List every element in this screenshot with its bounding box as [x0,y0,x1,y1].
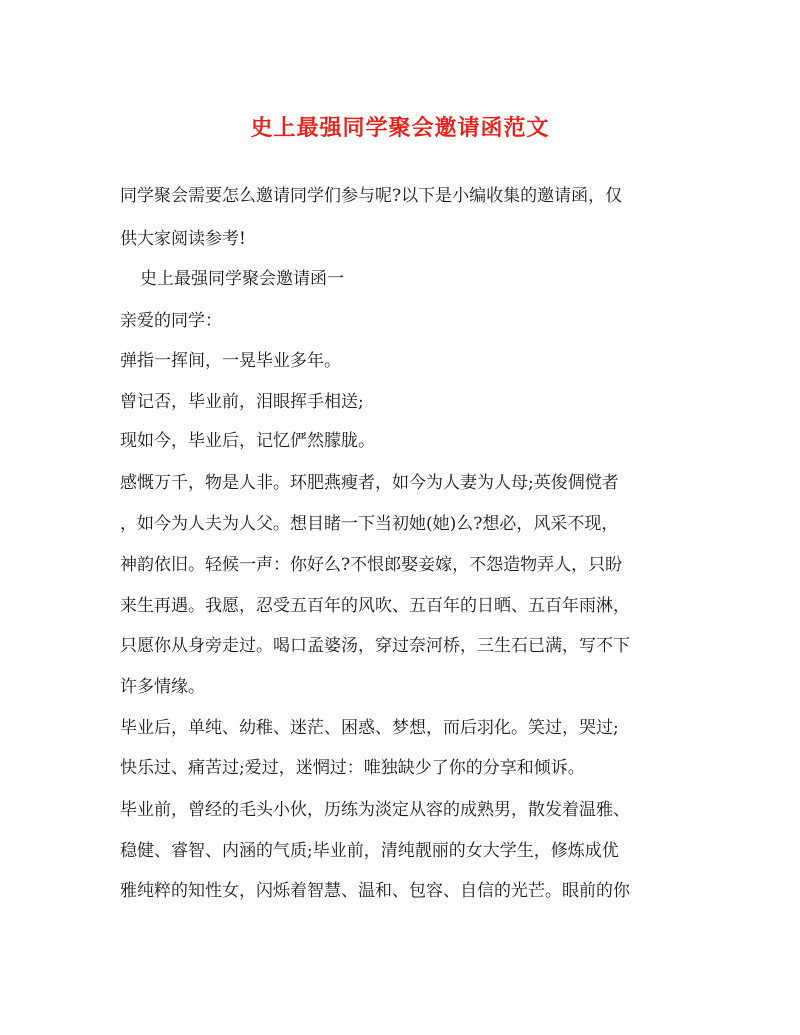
paragraph-line: 毕业前，曾经的毛头小伙，历练为淡定从容的成熟男，散发着温雅、 [120,800,630,820]
paragraph-line: 只愿你从身旁走过。喝口孟婆汤，穿过奈河桥，三生石已满，写不下 [120,636,630,656]
paragraph-line: 雅纯粹的知性女，闪烁着智慧、温和、包容、自信的光芒。眼前的你 [120,881,630,901]
paragraph-line: 感慨万千，物是人非。环肥燕瘦者，如今为人妻为人母;英俊倜傥者 [120,473,619,493]
paragraph-line: 曾记否，毕业前，泪眼挥手相送; [120,392,364,412]
paragraph-line: 现如今，毕业后，记忆俨然朦胧。 [120,431,375,451]
section-heading: 史上最强同学聚会邀请函一 [140,269,344,289]
paragraph-line: 神韵依旧。轻候一声：你好么?不恨郎娶妾嫁，不怨造物弄人，只盼 [120,555,623,575]
paragraph-line: 同学聚会需要怎么邀请同学们参与呢?以下是小编收集的邀请函，仅 [120,186,623,206]
paragraph-line: 许多情缘。 [120,677,205,697]
paragraph-line: 供大家阅读参考! [120,229,246,249]
paragraph-line: 快乐过、痛苦过;爱过，迷惘过：唯独缺少了你的分享和倾诉。 [120,758,585,778]
paragraph-line: 弹指一挥间，一晃毕业多年。 [120,351,341,371]
paragraph-line: ，如今为人夫为人父。想目睹一下当初她(她)么?想必，风采不现， [120,514,619,534]
paragraph-line: 来生再遇。我愿，忍受五百年的风吹、五百年的日晒、五百年雨淋， [120,596,630,616]
paragraph-line: 毕业后，单纯、幼稚、迷茫、困惑、梦想，而后羽化。笑过，哭过; [120,718,619,738]
paragraph-line: 稳健、睿智、内涵的气质;毕业前，清纯靓丽的女大学生，修炼成优 [120,841,619,861]
document-title: 史上最强同学聚会邀请函范文 [250,115,550,141]
salutation: 亲爱的同学： [120,311,222,331]
